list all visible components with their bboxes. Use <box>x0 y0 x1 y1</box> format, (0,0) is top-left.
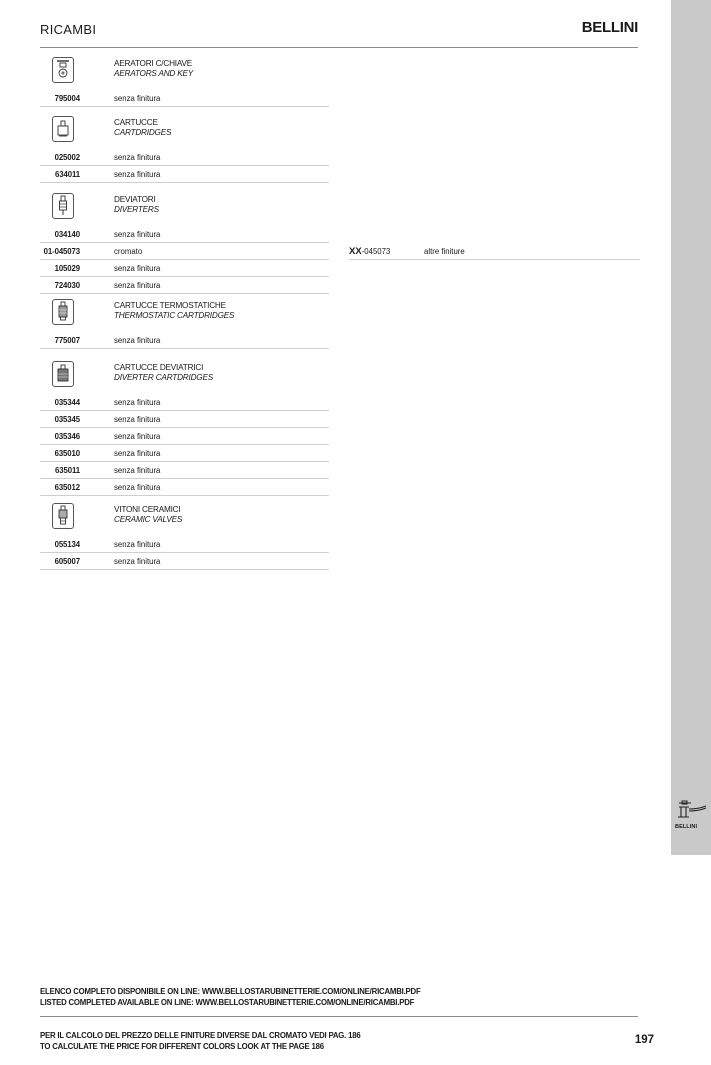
part-code: 724030 <box>54 281 80 290</box>
row-divider <box>40 259 329 260</box>
faucet-icon <box>675 800 707 820</box>
row-divider <box>40 242 329 243</box>
part-finish: senza finitura <box>114 540 161 549</box>
part-row <box>0 244 711 261</box>
part-row <box>0 167 711 184</box>
alt-part-finish: altre finiture <box>424 247 465 256</box>
part-finish: senza finitura <box>114 170 161 179</box>
diverter-cartridge-icon <box>52 361 74 387</box>
part-row <box>0 395 711 412</box>
part-finish: senza finitura <box>114 153 161 162</box>
part-code: 635012 <box>54 483 80 492</box>
section-title-en: THERMOSTATIC CARTDRIDGES <box>114 311 235 320</box>
part-code: 035344 <box>54 398 80 407</box>
section-title-it: VITONI CERAMICI <box>114 505 181 514</box>
cartridge-icon <box>52 116 74 142</box>
part-finish: senza finitura <box>114 94 161 103</box>
part-finish: senza finitura <box>114 264 161 273</box>
part-code: 055134 <box>54 540 80 549</box>
section-title-it: DEVIATORI <box>114 195 156 204</box>
row-divider <box>40 552 329 553</box>
section-title <box>114 118 171 138</box>
ceramic-valve-icon <box>52 503 74 529</box>
row-divider <box>40 276 329 277</box>
parts-section <box>0 299 711 350</box>
alt-code-number: -045073 <box>361 247 391 256</box>
brand-title: BELLINI <box>581 19 638 36</box>
part-row <box>0 150 711 167</box>
part-code: 605007 <box>54 557 80 566</box>
part-row <box>0 463 711 480</box>
aerator-icon <box>52 57 74 83</box>
section-header <box>0 503 711 537</box>
part-row <box>0 446 711 463</box>
calc-note-en: TO CALCULATE THE PRICE FOR DIFFERENT COLORS LOOK AT THE PAGE 186 <box>40 1042 324 1051</box>
price-calculation-note <box>40 1030 361 1052</box>
part-code: 035345 <box>54 415 80 424</box>
section-title-it: CARTUCCE TERMOSTATICHE <box>114 301 226 310</box>
part-row <box>0 429 711 446</box>
part-finish: senza finitura <box>114 415 161 424</box>
parts-section <box>0 361 711 497</box>
header-divider <box>40 47 638 48</box>
row-divider <box>40 348 329 349</box>
row-divider <box>40 461 329 462</box>
alt-row-divider <box>349 259 640 260</box>
row-divider <box>40 293 329 294</box>
part-row <box>0 554 711 571</box>
section-header <box>0 299 711 333</box>
thermostatic-cartridge-icon <box>52 299 74 325</box>
online-note-en: LISTED COMPLETED AVAILABLE ON LINE: WWW.BELLOSTARUBINETTERIE.COM/ONLINE/RICAMBI.PDF <box>40 998 415 1007</box>
section-title <box>114 505 182 525</box>
online-availability-note <box>40 986 421 1008</box>
part-finish: senza finitura <box>114 336 161 345</box>
part-row <box>0 333 711 350</box>
section-title <box>114 363 213 383</box>
part-code: 634011 <box>55 170 80 179</box>
parts-section <box>0 116 711 184</box>
part-finish: senza finitura <box>114 432 161 441</box>
part-row <box>0 412 711 429</box>
row-divider <box>40 427 329 428</box>
part-finish: senza finitura <box>114 230 161 239</box>
part-row <box>0 227 711 244</box>
part-code: 635011 <box>55 466 80 475</box>
page-number: 197 <box>634 1034 654 1046</box>
section-title-en: CERAMIC VALVES <box>114 515 183 524</box>
part-finish: senza finitura <box>114 557 161 566</box>
part-row <box>0 91 711 108</box>
part-finish: senza finitura <box>114 466 161 475</box>
part-finish: senza finitura <box>114 281 161 290</box>
section-header <box>0 361 711 395</box>
part-finish: cromato <box>114 247 143 256</box>
part-finish: senza finitura <box>114 449 161 458</box>
part-row <box>0 261 711 278</box>
alt-part-code <box>349 246 390 257</box>
part-code: 01-045073 <box>43 247 80 256</box>
row-divider <box>40 410 329 411</box>
section-title-it: CARTUCCE <box>114 118 158 127</box>
row-divider <box>40 569 329 570</box>
side-tab-label: BELLINI <box>675 824 698 830</box>
part-code: 035346 <box>54 432 80 441</box>
part-row <box>0 537 711 554</box>
row-divider <box>40 165 329 166</box>
section-title-en: DIVERTERS <box>114 205 159 214</box>
row-divider <box>40 495 329 496</box>
part-row <box>0 480 711 497</box>
side-tab-logo <box>673 800 709 830</box>
parts-section <box>0 193 711 295</box>
row-divider <box>40 182 329 183</box>
row-divider <box>40 106 329 107</box>
footer-divider <box>40 1016 638 1017</box>
part-code: 105029 <box>54 264 80 273</box>
parts-section <box>0 57 711 108</box>
row-divider <box>40 444 329 445</box>
section-title-en: AERATORS AND KEY <box>114 69 193 78</box>
part-code: 775007 <box>54 336 80 345</box>
section-title <box>114 59 193 79</box>
diverter-icon <box>52 193 74 219</box>
section-title-it: AERATORI C/CHIAVE <box>114 59 193 68</box>
part-finish: senza finitura <box>114 398 161 407</box>
row-divider <box>40 478 329 479</box>
part-finish: senza finitura <box>114 483 161 492</box>
section-title-it: CARTUCCE DEVIATRICI <box>114 363 204 372</box>
part-code: 034140 <box>54 230 80 239</box>
section-title-en: CARTDRIDGES <box>114 128 172 137</box>
parts-section <box>0 503 711 571</box>
section-title-en: DIVERTER CARTDRIDGES <box>114 373 213 382</box>
part-code: 795004 <box>54 94 80 103</box>
online-note-it: ELENCO COMPLETO DISPONIBILE ON LINE: WWW.BELLOSTARUBINETTERIE.COM/ONLINE/RICAMBI.PDF <box>40 987 421 996</box>
section-header <box>0 116 711 150</box>
calc-note-it: PER IL CALCOLO DEL PREZZO DELLE FINITURE DIVERSE DAL CROMATO VEDI PAG. 186 <box>40 1031 361 1040</box>
section-title <box>114 195 159 215</box>
page-section-title: RICAMBI <box>40 22 97 37</box>
section-header <box>0 193 711 227</box>
part-code: 635010 <box>54 449 80 458</box>
alt-code-prefix: XX <box>349 246 362 257</box>
section-header <box>0 57 711 91</box>
part-code: 025002 <box>54 153 80 162</box>
section-title <box>114 301 234 321</box>
part-row <box>0 278 711 295</box>
